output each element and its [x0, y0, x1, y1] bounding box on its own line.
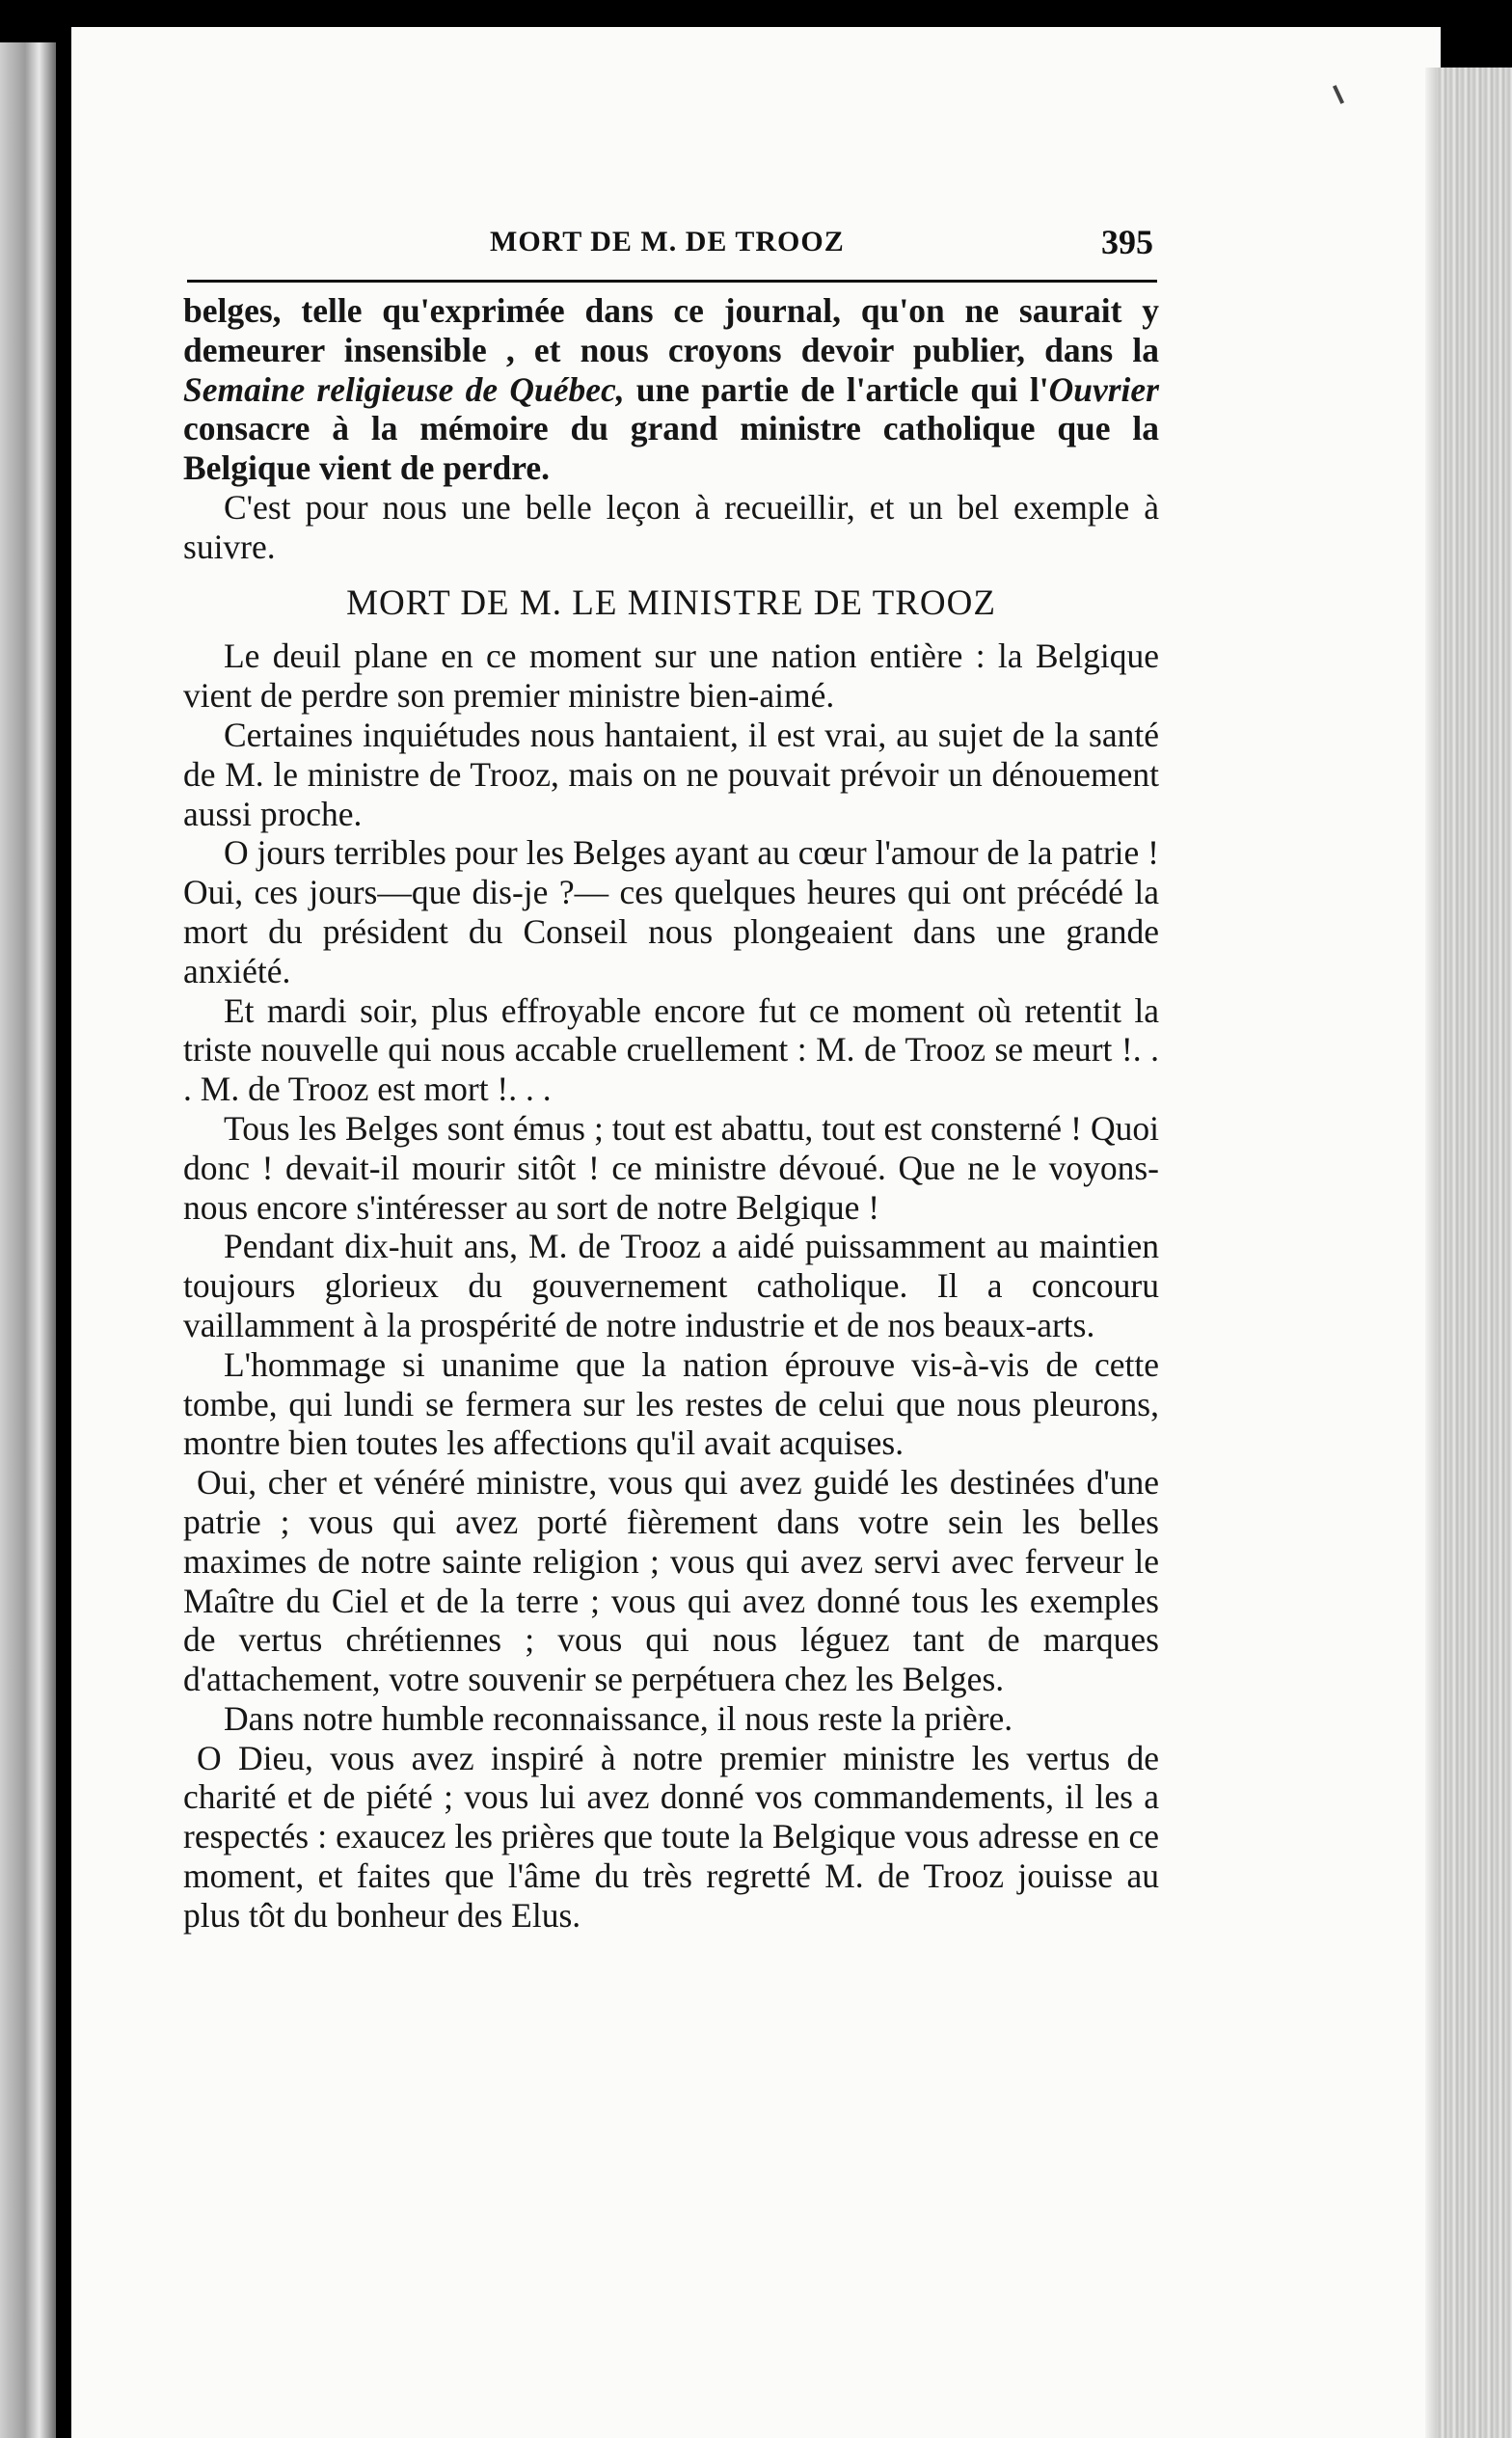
page-number: 395	[1101, 223, 1153, 261]
facing-page-edge	[0, 42, 56, 2438]
intro-text-3: consacre à la mémoire du grand ministre catholique que la Belgique vient de perdre.	[183, 409, 1159, 488]
article-paragraph: Pendant dix-huit ans, M. de Trooz a aidé puissamment au maintien toujours glorieux du gouvernement catholique. Il a concouru vaillamment à la prospérité de notre industrie et de nos beaux-arts.	[183, 1227, 1159, 1344]
article-paragraph: O Dieu, vous avez inspiré à notre premier ministre les vertus de charité et de piété ; vous lui avez donné vos commandements, il les a respectés : exaucez les prières que toute la Belgique vous adresse en ce moment, et faites que l'âme du très regretté M. de Trooz jouisse au plus tôt du bonheur des Elus.	[183, 1738, 1159, 1935]
stacked-page-edges	[1425, 68, 1512, 2438]
running-head	[189, 220, 1155, 270]
article-paragraph: Oui, cher et vénéré ministre, vous qui avez guidé les destinées d'une patrie ; vous qui avez porté fièrement dans votre sein les belles maximes de notre sainte religion ; vous qui avez servi avec ferveur le Maître du Ciel et de la terre ; vous qui avez donné tous les exemples de vertus chrétiennes ; vous qui nous léguez tant de marques d'attachement, votre souvenir se perpétuera chez les Belges.	[183, 1463, 1159, 1699]
newspaper-title: Ouvrier	[1048, 369, 1159, 409]
article-paragraph: L'hommage si unanime que la nation éprouve vis-à-vis de cette tombe, qui lundi se fermera sur les restes de celui que nous pleurons, montre bien toutes les affections qu'il avait acquises.	[183, 1344, 1159, 1463]
article-paragraph: Dans notre humble reconnaissance, il nous reste la prière.	[224, 1698, 1013, 1738]
intro-paragraph-2: C'est pour nous une belle leçon à recueillir, et un bel exemple à suivre.	[183, 487, 1159, 566]
intro-paragraph-1	[183, 291, 1159, 488]
running-title: MORT DE M. DE TROOZ	[490, 226, 845, 257]
header-rule	[187, 280, 1157, 283]
article-paragraph: Tous les Belges sont émus ; tout est abattu, tout est consterné ! Quoi donc ! devait-il mourir sitôt ! ce ministre dévoué. Que ne le voyons-nous encore s'intéresser au sort de notre Belgique !	[183, 1108, 1159, 1227]
intro-text-1: belges, telle qu'exprimée dans ce journal, qu'on ne saurait y demeurer insensible , et nous croyons devoir publier, dans la	[183, 291, 1159, 369]
article-paragraph: Certaines inquiétudes nous hantaient, il est vrai, au sujet de la santé de M. le ministre de Trooz, mais on ne pouvait prévoir un dénouement aussi proche.	[183, 715, 1159, 833]
intro-text-2: une partie de l'article qui l'	[624, 369, 1049, 409]
article-paragraph: Le deuil plane en ce moment sur une nation entière : la Belgique vient de perdre son premier ministre bien-aimé.	[183, 637, 1159, 716]
journal-title: Semaine religieuse de Québec,	[183, 369, 625, 409]
page-body	[183, 291, 1159, 1936]
article-paragraph: O jours terribles pour les Belges ayant au cœur l'amour de la patrie ! Oui, ces jours—que dis-je ?— ces quelques heures qui ont précédé la mort du président du Conseil nous plongeaient dans une grande anxiété.	[183, 833, 1159, 990]
article-paragraph: Et mardi soir, plus effroyable encore fut ce moment où retentit la triste nouvelle qui nous accable cruellement : M. de Trooz se meurt !. . . M. de Trooz est mort !. . .	[183, 990, 1159, 1109]
article-title: MORT DE M. LE MINISTRE DE TROOZ	[346, 582, 996, 623]
